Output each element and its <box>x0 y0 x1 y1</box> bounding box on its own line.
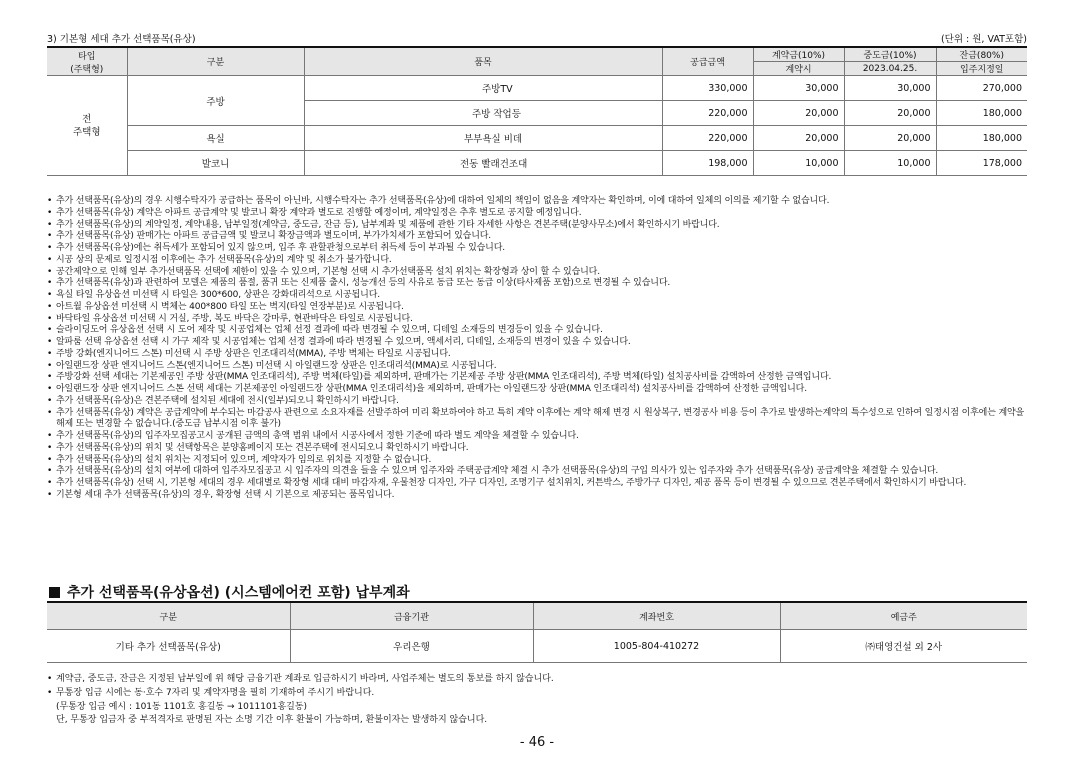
list-item: • 추가 선택품목(유상) 선택 시, 기본형 세대의 경우 세대별로 확장형 세대 대비 마감자재, 우물천장 디자인, 가구 디자인, 조명기구 설치위치, 커튼박스, 주방가구 디자인, 제공 품목 등이 변경될 수 있으므로 견본주택에서 확인하시기 바랍니다. <box>47 478 1027 490</box>
payment-notes <box>47 673 1027 728</box>
middle-cell: 10,000 <box>844 151 936 176</box>
list-item: • 아일랜드장 상판 엔지니어드 스톤 선택 세대는 기본제공인 아일랜드장 상판(MMA 인조대리석)을 제외하며, 판매가는 아일랜드장 상판(MMA 인조대리석) 설치공사비를 감액하여 산정한 금액입니다. <box>47 384 1027 396</box>
table-header-row <box>47 47 1027 62</box>
list-item: • 추가 선택품목(유상) 계약은 공급계약에 부수되는 마감공사 관련으로 소요자재를 선발주하여 미리 확보하여야 하고 특히 계약 이후에는 계약 해제 변경 시 원상복구, 변경공사 비용 등이 추가로 발생하는계약의 특수성으로 인하여 일정시점 이후에는 계약을 해제 또는 변경할 수 없습니다.(중도금 납부시점 이후 불가) <box>47 408 1027 432</box>
balance-cell: 178,000 <box>936 151 1027 176</box>
category-balcony: 발코니 <box>127 151 304 176</box>
header-balance: 잔금(80%) <box>936 47 1027 62</box>
supply-cell: 330,000 <box>662 76 753 101</box>
balance-cell: 180,000 <box>936 101 1027 126</box>
list-item: • 추가 선택품목(유상)에는 취득세가 포함되어 있지 않으며, 입주 후 관할관청으로부터 취득세 등이 부과될 수 있습니다. <box>47 243 1027 255</box>
account-table <box>47 601 1027 663</box>
item-cell: 전동 빨래건조대 <box>460 151 558 176</box>
list-item: • 바닥타일 유상옵션 미선택 시 거실, 주방, 복도 바닥은 강마루, 현관바닥은 타일로 시공됩니다. <box>47 314 1027 326</box>
list-item: • 시공 상의 문제로 일정시점 이후에는 추가 선택품목(유상)의 계약 및 취소가 불가합니다. <box>47 255 1027 267</box>
category-bathroom: 욕실 <box>127 126 304 151</box>
item-cell: 부부욕실 비데 <box>464 126 562 151</box>
header-category: 구분 <box>47 602 290 630</box>
middle-cell: 30,000 <box>844 76 936 101</box>
list-item: • 추가 선택품목(유상)의 계약일정, 계약내용, 납부일정(계약금, 중도금, 잔금 등), 납부계좌 및 제품에 관한 기타 자세한 사항은 견본주택(분양사무소)에서 확인하시기 바랍니다. <box>47 220 1027 232</box>
list-item: • 추가 선택품목(유상)과 관련하여 모델은 제품의 품절, 품귀 또는 신제품 출시, 성능개선 등의 사유로 동급 또는 동급 이상(타사제품 포함)으로 변경될 수 있습니다. <box>47 278 1027 290</box>
list-item: • 공간제약으로 인해 일부 추가선택품목 선택에 제한이 있을 수 있으며, 기본형 선택 시 추가선택품목 설치 위치는 확장형과 상이 할 수 있습니다. <box>47 267 1027 279</box>
header-contract: 계약금(10%) <box>753 47 844 62</box>
list-item: • 추가 선택품목(유상)의 경우 시행수탁자가 공급하는 품목이 아닌바, 시행수탁자는 추가 선택품목(유상)에 대하여 일체의 책임이 없음을 계약자는 확인하며, 이에 대하여 일체의 이의를 제기할 수 없습니다. <box>47 196 1027 208</box>
account-number-cell: 1005-804-410272 <box>533 630 780 663</box>
list-item: • 추가 선택품목(유상)의 입주자모집공고시 공개된 금액의 총액 범위 내에서 시공사에서 정한 기준에 따라 별도 계약을 체결할 수 있습니다. <box>47 431 1027 443</box>
balance-cell: 180,000 <box>936 126 1027 151</box>
header-middle: 중도금(10%) <box>844 47 936 62</box>
list-item: • 무통장 입금 시에는 동·호수 7자리 및 계약자명을 필히 기재하여 주시기 바랍니다. <box>47 687 1027 701</box>
contract-cell: 20,000 <box>753 101 844 126</box>
options-table <box>47 46 1027 176</box>
middle-cell: 20,000 <box>844 126 936 151</box>
page-number: - 46 - <box>519 735 555 750</box>
contract-cell: 30,000 <box>753 76 844 101</box>
list-item: • 아트월 유상옵션 미선택 시 벽체는 400*800 타일 또는 벽지(타일 연장부분)로 시공됩니다. <box>47 302 1027 314</box>
supply-cell: 220,000 <box>662 126 753 151</box>
notes-list <box>47 196 1027 502</box>
list-item: • 기본형 세대 추가 선택품목(유상)의 경우, 확장형 선택 시 기본으로 제공되는 품목입니다. <box>47 490 1027 502</box>
list-item: • 주방 강화(엔지니어드 스톤) 미선택 시 주방 상판은 인조대리석(MMA), 주방 벽체는 타일로 시공됩니다. <box>47 349 1027 361</box>
contract-cell: 10,000 <box>753 151 844 176</box>
list-item: • 알파룸 선택 유상옵션 선택 시 가구 제작 및 시공업체는 업체 선정 결과에 따라 변경될 수 있으며, 액세서리, 디테일, 소재등의 변경이 있을 수 있습니다. <box>47 337 1027 349</box>
header-category: 구분 <box>127 47 304 76</box>
section-label: 3) 기본형 세대 추가 선택품목(유상) <box>47 34 196 45</box>
list-item: • 추가 선택품목(유상)의 설치 위치는 지정되어 있으며, 계약자가 임의로 위치를 지정할 수 없습니다. <box>47 455 1027 467</box>
table-row <box>47 76 1027 101</box>
header-account-holder: 예금주 <box>780 602 1027 630</box>
supply-cell: 220,000 <box>662 101 753 126</box>
header-type: 타입 (주택형) <box>47 47 127 76</box>
unit-note: (단위 : 원, VAT포함) <box>940 34 1027 45</box>
account-section-title: 추가 선택품목(유상옵션) (시스템에어컨 포함) 납부계좌 <box>49 582 410 602</box>
list-item: • 추가 선택품목(유상)의 설치 여부에 대하여 입주자모집공고 시 입주자의 의견을 들을 수 있으며 입주자와 주택공급계약 체결 시 추가 선택품목(유상)의 구입 의사가 있는 입주자와 추가 선택품목(유상) 공급계약을 체결할 수 있습니다. <box>47 466 1027 478</box>
list-item: • 추가 선택품목(유상) 판매가는 아파트 공급금액 및 발코니 확장금액과 별도이며, 부가가치세가 포함되어 있습니다. <box>47 231 1027 243</box>
header-supply-amount: 공급금액 <box>662 47 753 76</box>
item-cell: 주방TV <box>482 76 580 101</box>
contract-cell: 20,000 <box>753 126 844 151</box>
middle-cell: 20,000 <box>844 101 936 126</box>
table-row <box>47 630 1027 663</box>
section-header <box>47 31 1027 45</box>
table-row <box>47 126 1027 151</box>
category-cell: 기타 추가 선택품목(유상) <box>47 630 290 663</box>
header-account-number: 계좌번호 <box>533 602 780 630</box>
balance-cell: 270,000 <box>936 76 1027 101</box>
square-bullet-icon <box>49 587 60 598</box>
account-holder-cell: ㈜태영건설 외 2사 <box>780 630 1027 663</box>
list-item: • 추가 선택품목(유상) 계약은 아파트 공급계약 및 발코니 확장 계약과 별도로 진행할 예정이며, 계약일정은 추후 별도로 공지할 예정입니다. <box>47 208 1027 220</box>
list-item: • 추가 선택품목(유상)의 위치 및 선택항목은 분양홈페이지 또는 견본주택에 전시되오니 확인하시기 바랍니다. <box>47 443 1027 455</box>
header-contract-sub: 계약시 <box>753 62 844 76</box>
header-balance-sub: 입주지정일 <box>936 62 1027 76</box>
list-item: • 주방강화 선택 세대는 기본제공인 주방 상판(MMA 인조대리석), 주방 벽체(타일)를 제외하며, 판매가는 기본제공 주방 상판(MMA 인조대리석), 주방 벽체(타일) 설치공사비를 감액하여 산정한 금액입니다. <box>47 372 1027 384</box>
list-item: • 욕실 타일 유상옵션 미선택 시 타일은 300*600, 상판은 강화대리석으로 시공됩니다. <box>47 290 1027 302</box>
list-item: 단, 무통장 입금자 중 부적격자로 판명된 자는 소명 기간 이후 환불이 가능하며, 환불이자는 발생하지 않습니다. <box>56 715 488 726</box>
header-bank: 금융기관 <box>290 602 533 630</box>
table-header-row <box>47 602 1027 630</box>
header-item: 품목 <box>304 47 662 76</box>
list-item: • 계약금, 중도금, 잔금은 지정된 납부일에 위 해당 금융기관 계좌로 입금하시기 바라며, 사업주체는 별도의 통보를 하지 않습니다. <box>47 673 1027 687</box>
list-item: • 아일랜드장 상판 엔지니어드 스톤(엔지니어드 스톤) 미선택 시 아일랜드장 상판은 인조대리석(MMA)로 시공됩니다. <box>47 361 1027 373</box>
type-cell: 전 주택형 <box>47 76 127 176</box>
list-item: • 추가 선택품목(유상)은 견본주택에 설치된 세대에 전시(일부)되오니 확인하시기 바랍니다. <box>47 396 1027 408</box>
category-kitchen: 주방 <box>127 76 304 126</box>
supply-cell: 198,000 <box>662 151 753 176</box>
table-row <box>47 151 1027 176</box>
list-item: • 슬라이딩도어 유상옵션 선택 시 도어 제작 및 시공업체는 업체 선정 결과에 따라 변경될 수 있으며, 디테일 소재등의 변경등이 있을 수 있습니다. <box>47 325 1027 337</box>
item-cell: 주방 작업등 <box>472 101 570 126</box>
list-item: (무통장 입금 예시 : 101동 1101호 홍길동 → 1011101홍길동) <box>56 701 308 712</box>
bank-cell: 우리은행 <box>290 630 533 663</box>
header-middle-sub: 2023.04.25. <box>844 62 936 76</box>
